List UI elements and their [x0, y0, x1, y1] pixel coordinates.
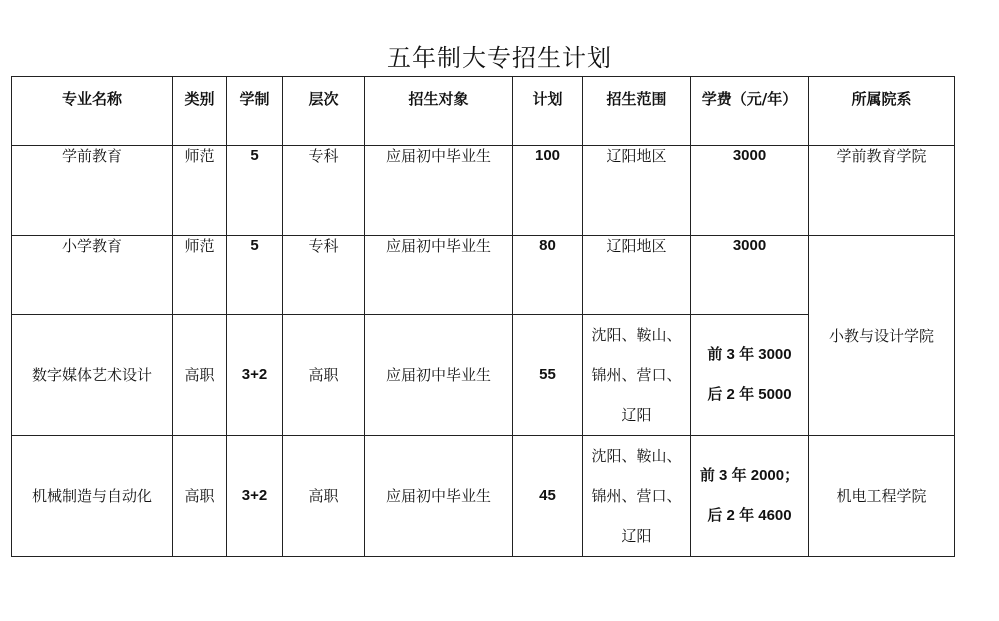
cell-duration: 5 [227, 146, 283, 236]
table-row [12, 436, 955, 557]
cell-major: 数字媒体艺术设计 [12, 315, 173, 436]
cell-fee: 3000 [691, 146, 809, 236]
cell-major: 学前教育 [12, 146, 173, 236]
cell-scope [583, 315, 691, 436]
header-plan: 计划 [513, 77, 583, 146]
table-row [12, 146, 955, 236]
scope-line: 锦州、营口、 [591, 366, 682, 384]
cell-category: 师范 [173, 236, 227, 315]
header-major: 专业名称 [12, 77, 173, 146]
cell-duration: 3+2 [227, 315, 283, 436]
page-title: 五年制大专招生计划 [387, 44, 612, 72]
enrollment-table [11, 76, 955, 557]
table-row [12, 236, 955, 315]
scope-line: 沈阳、鞍山、 [591, 326, 682, 344]
cell-level: 专科 [283, 236, 365, 315]
fee-line: 前 3 年 3000 [707, 346, 792, 363]
header-scope: 招生范围 [583, 77, 691, 146]
cell-dept: 机电工程学院 [809, 436, 955, 557]
cell-fee: 3000 [691, 236, 809, 315]
cell-scope [583, 436, 691, 557]
cell-target: 应届初中毕业生 [365, 436, 513, 557]
header-category: 类别 [173, 77, 227, 146]
cell-fee [691, 436, 809, 557]
cell-major: 小学教育 [12, 236, 173, 315]
cell-level: 专科 [283, 146, 365, 236]
header-duration: 学制 [227, 77, 283, 146]
cell-level: 高职 [283, 436, 365, 557]
scope-line: 锦州、营口、 [591, 487, 682, 505]
cell-fee [691, 315, 809, 436]
cell-target: 应届初中毕业生 [365, 236, 513, 315]
cell-target: 应届初中毕业生 [365, 315, 513, 436]
cell-plan: 45 [513, 436, 583, 557]
cell-target: 应届初中毕业生 [365, 146, 513, 236]
scope-line: 辽阳 [621, 527, 652, 545]
cell-plan: 80 [513, 236, 583, 315]
cell-level: 高职 [283, 315, 365, 436]
header-dept: 所属院系 [809, 77, 955, 146]
cell-plan: 55 [513, 315, 583, 436]
cell-category: 高职 [173, 315, 227, 436]
fee-line: 后 2 年 5000 [707, 386, 792, 403]
scope-line: 辽阳 [621, 406, 652, 424]
cell-duration: 3+2 [227, 436, 283, 557]
cell-dept: 学前教育学院 [809, 146, 955, 236]
header-fee: 学费（元/年） [691, 77, 809, 146]
cell-plan: 100 [513, 146, 583, 236]
cell-scope: 辽阳地区 [583, 236, 691, 315]
header-target: 招生对象 [365, 77, 513, 146]
header-level: 层次 [283, 77, 365, 146]
cell-category: 高职 [173, 436, 227, 557]
cell-duration: 5 [227, 236, 283, 315]
fee-line: 前 3 年 2000； [699, 467, 800, 484]
cell-major: 机械制造与自动化 [12, 436, 173, 557]
cell-scope: 辽阳地区 [583, 146, 691, 236]
table-header-row [12, 77, 955, 146]
cell-dept: 小教与设计学院 [809, 236, 955, 436]
cell-category: 师范 [173, 146, 227, 236]
scope-line: 沈阳、鞍山、 [591, 447, 682, 465]
fee-line: 后 2 年 4600 [707, 507, 792, 524]
